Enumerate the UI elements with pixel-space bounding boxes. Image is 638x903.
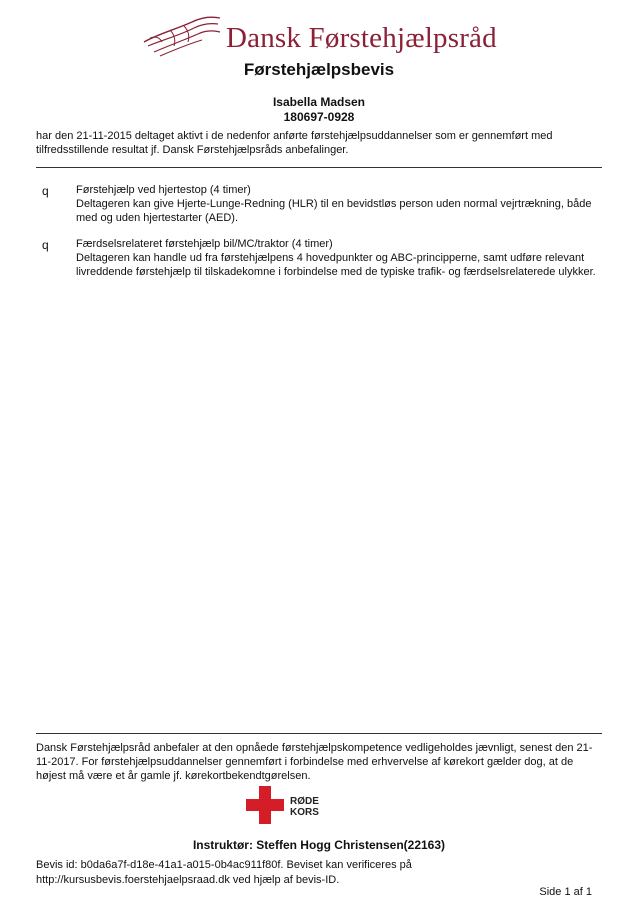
red-cross-icon (246, 786, 284, 824)
course-description: Deltageren kan give Hjerte-Lunge-Redning (HLR) til en bevidstløs person uden normal vejrtrækning, både med og uden hjertestarter (AED). (76, 198, 592, 224)
document-title: Førstehjælpsbevis (243, 60, 395, 79)
recipient-name: Isabella Madsen (272, 95, 366, 109)
instructor-line: Instruktør: Steffen Hogg Christensen(22163) (192, 838, 446, 852)
organization-name: Dansk Førstehjælpsråd (226, 22, 497, 54)
divider-top (36, 167, 602, 168)
checkbox-bullet-icon: q (42, 184, 49, 198)
renewal-note: Dansk Førstehjælpsråd anbefaler at den opnåede førstehjælpskompetence vedligeholdes jævnligt, senest den 21-11-2017. For førstehjælpsuddannelser gennemført i forbindelse med erhvervelse af kørekort gælder dog, at de højest må være et år gamle jf. kørekortbekendtgørelsen. (36, 742, 593, 782)
course-description: Deltageren kan handle ud fra førstehjælpens 4 hovedpunkter og ABC-principperne, samt udføre relevant livreddende førstehjælp til tilskadekomne i forbindelse med de typiske trafik- og færdselsrelaterede ulykker. (76, 252, 596, 278)
hands-logo-icon (140, 12, 224, 58)
partner-name: RØDE KORS (290, 796, 319, 818)
partner-logo (246, 786, 346, 828)
checkbox-bullet-icon: q (42, 238, 49, 252)
organization-logo (140, 12, 510, 60)
course-title: Førstehjælp ved hjertestop (4 timer) (76, 184, 251, 196)
divider-bottom (36, 733, 602, 734)
intro-text: har den 21-11-2015 deltaget aktivt i de nedenfor anførte førstehjælpsuddannelser som er gennemført med tilfredsstillende resultat jf. Dansk Førstehjælpsråds anbefalinger. (36, 130, 553, 156)
verification-text: Bevis id: b0da6a7f-d18e-41a1-a015-0b4ac911f80f. Beviset kan verificeres på http://kursusbevis.foerstehjaelpsraad.dk ved hjælp af bevis-ID. (36, 859, 412, 886)
page-number: Side 1 af 1 (539, 886, 592, 898)
course-title: Færdselsrelateret førstehjælp bil/MC/traktor (4 timer) (76, 238, 333, 250)
recipient-id: 180697-0928 (283, 110, 355, 124)
